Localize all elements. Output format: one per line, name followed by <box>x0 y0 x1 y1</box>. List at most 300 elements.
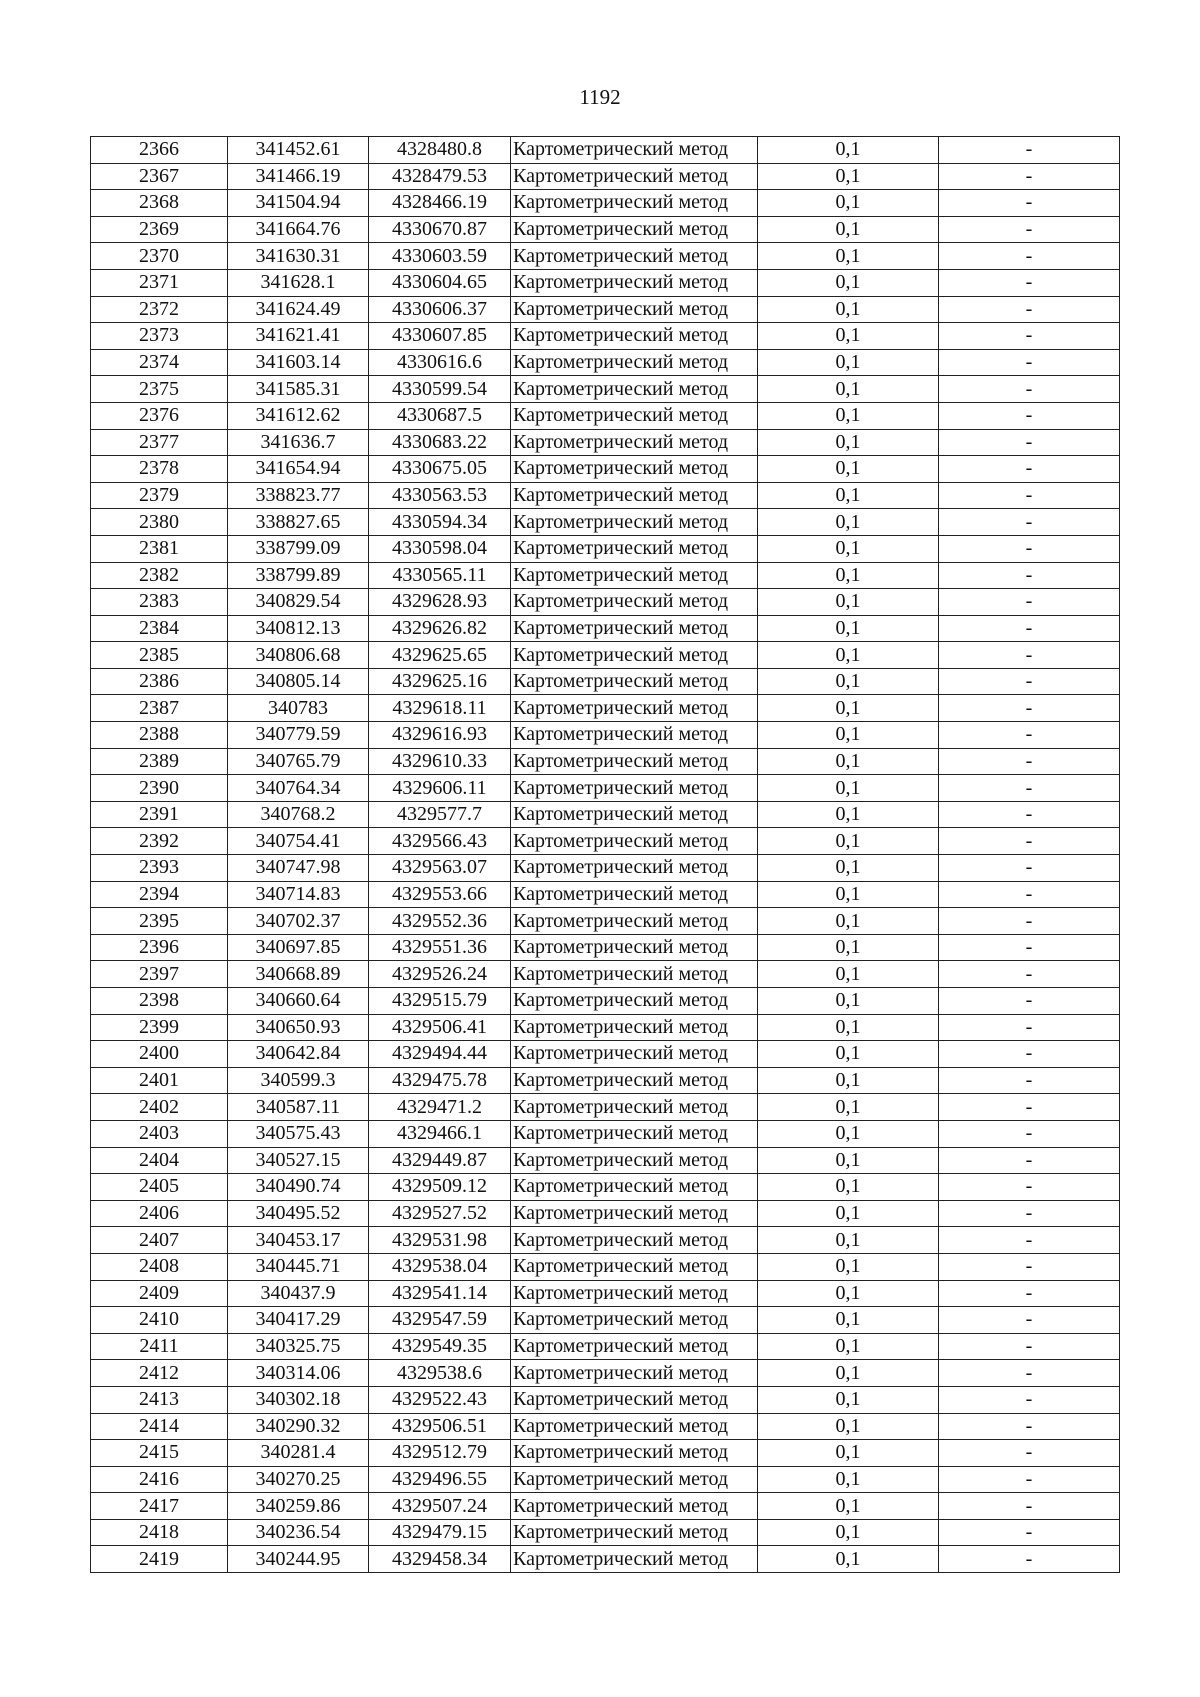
accuracy-cell: 0,1 <box>758 1333 939 1360</box>
table-row <box>91 1227 1120 1254</box>
x-coordinate-cell: 341624.49 <box>228 296 369 323</box>
accuracy-cell: 0,1 <box>758 1120 939 1147</box>
point-number-cell: 2418 <box>91 1519 228 1546</box>
table-row <box>91 1253 1120 1280</box>
y-coordinate-cell: 4329552.36 <box>369 908 511 935</box>
note-cell: - <box>939 243 1120 270</box>
point-number-cell: 2382 <box>91 562 228 589</box>
point-number-cell: 2413 <box>91 1386 228 1413</box>
note-cell: - <box>939 349 1120 376</box>
table-row <box>91 269 1120 296</box>
point-number-cell: 2402 <box>91 1094 228 1121</box>
method-cell: Картометрический метод <box>511 562 758 589</box>
point-number-cell: 2411 <box>91 1333 228 1360</box>
table-row <box>91 961 1120 988</box>
method-cell: Картометрический метод <box>511 775 758 802</box>
note-cell: - <box>939 801 1120 828</box>
x-coordinate-cell: 341504.94 <box>228 190 369 217</box>
y-coordinate-cell: 4329618.11 <box>369 695 511 722</box>
method-cell: Картометрический метод <box>511 1014 758 1041</box>
accuracy-cell: 0,1 <box>758 722 939 749</box>
table-row <box>91 1014 1120 1041</box>
accuracy-cell: 0,1 <box>758 402 939 429</box>
y-coordinate-cell: 4330603.59 <box>369 243 511 270</box>
method-cell: Картометрический метод <box>511 216 758 243</box>
x-coordinate-cell: 340437.9 <box>228 1280 369 1307</box>
point-number-cell: 2383 <box>91 589 228 616</box>
table-row <box>91 402 1120 429</box>
x-coordinate-cell: 338799.89 <box>228 562 369 589</box>
point-number-cell: 2416 <box>91 1466 228 1493</box>
accuracy-cell: 0,1 <box>758 1147 939 1174</box>
x-coordinate-cell: 341654.94 <box>228 456 369 483</box>
point-number-cell: 2379 <box>91 482 228 509</box>
method-cell: Картометрический метод <box>511 1386 758 1413</box>
note-cell: - <box>939 323 1120 350</box>
y-coordinate-cell: 4329522.43 <box>369 1386 511 1413</box>
table-row <box>91 1280 1120 1307</box>
accuracy-cell: 0,1 <box>758 1440 939 1467</box>
point-number-cell: 2388 <box>91 722 228 749</box>
accuracy-cell: 0,1 <box>758 934 939 961</box>
accuracy-cell: 0,1 <box>758 1014 939 1041</box>
page-number: 1192 <box>579 85 621 109</box>
note-cell: - <box>939 1227 1120 1254</box>
note-cell: - <box>939 961 1120 988</box>
point-number-cell: 2400 <box>91 1041 228 1068</box>
x-coordinate-cell: 340660.64 <box>228 988 369 1015</box>
note-cell: - <box>939 1360 1120 1387</box>
method-cell: Картометрический метод <box>511 243 758 270</box>
y-coordinate-cell: 4329509.12 <box>369 1174 511 1201</box>
y-coordinate-cell: 4329606.11 <box>369 775 511 802</box>
method-cell: Картометрический метод <box>511 482 758 509</box>
x-coordinate-cell: 340236.54 <box>228 1519 369 1546</box>
y-coordinate-cell: 4329526.24 <box>369 961 511 988</box>
note-cell: - <box>939 695 1120 722</box>
point-number-cell: 2378 <box>91 456 228 483</box>
point-number-cell: 2406 <box>91 1200 228 1227</box>
point-number-cell: 2401 <box>91 1067 228 1094</box>
x-coordinate-cell: 340290.32 <box>228 1413 369 1440</box>
y-coordinate-cell: 4330606.37 <box>369 296 511 323</box>
table-row <box>91 376 1120 403</box>
x-coordinate-cell: 340575.43 <box>228 1120 369 1147</box>
accuracy-cell: 0,1 <box>758 589 939 616</box>
point-number-cell: 2368 <box>91 190 228 217</box>
table-row <box>91 1307 1120 1334</box>
coordinates-table <box>90 136 1120 1573</box>
y-coordinate-cell: 4330563.53 <box>369 482 511 509</box>
y-coordinate-cell: 4330675.05 <box>369 456 511 483</box>
y-coordinate-cell: 4329466.1 <box>369 1120 511 1147</box>
y-coordinate-cell: 4329506.41 <box>369 1014 511 1041</box>
note-cell: - <box>939 748 1120 775</box>
point-number-cell: 2395 <box>91 908 228 935</box>
y-coordinate-cell: 4329458.34 <box>369 1546 511 1573</box>
method-cell: Картометрический метод <box>511 828 758 855</box>
accuracy-cell: 0,1 <box>758 376 939 403</box>
table-row <box>91 1546 1120 1573</box>
method-cell: Картометрический метод <box>511 1120 758 1147</box>
method-cell: Картометрический метод <box>511 1041 758 1068</box>
method-cell: Картометрический метод <box>511 908 758 935</box>
method-cell: Картометрический метод <box>511 190 758 217</box>
table-row <box>91 1041 1120 1068</box>
accuracy-cell: 0,1 <box>758 509 939 536</box>
method-cell: Картометрический метод <box>511 1413 758 1440</box>
accuracy-cell: 0,1 <box>758 269 939 296</box>
point-number-cell: 2415 <box>91 1440 228 1467</box>
table-row <box>91 163 1120 190</box>
point-number-cell: 2367 <box>91 163 228 190</box>
note-cell: - <box>939 722 1120 749</box>
point-number-cell: 2385 <box>91 642 228 669</box>
y-coordinate-cell: 4329471.2 <box>369 1094 511 1121</box>
point-number-cell: 2409 <box>91 1280 228 1307</box>
y-coordinate-cell: 4329479.15 <box>369 1519 511 1546</box>
accuracy-cell: 0,1 <box>758 190 939 217</box>
method-cell: Картометрический метод <box>511 668 758 695</box>
note-cell: - <box>939 296 1120 323</box>
y-coordinate-cell: 4329549.35 <box>369 1333 511 1360</box>
x-coordinate-cell: 340702.37 <box>228 908 369 935</box>
method-cell: Картометрический метод <box>511 1094 758 1121</box>
point-number-cell: 2370 <box>91 243 228 270</box>
accuracy-cell: 0,1 <box>758 1386 939 1413</box>
y-coordinate-cell: 4330683.22 <box>369 429 511 456</box>
table-row <box>91 881 1120 908</box>
accuracy-cell: 0,1 <box>758 881 939 908</box>
method-cell: Картометрический метод <box>511 961 758 988</box>
y-coordinate-cell: 4330598.04 <box>369 535 511 562</box>
note-cell: - <box>939 190 1120 217</box>
method-cell: Картометрический метод <box>511 456 758 483</box>
x-coordinate-cell: 340812.13 <box>228 615 369 642</box>
note-cell: - <box>939 881 1120 908</box>
x-coordinate-cell: 340453.17 <box>228 1227 369 1254</box>
table-row <box>91 296 1120 323</box>
note-cell: - <box>939 1546 1120 1573</box>
method-cell: Картометрический метод <box>511 988 758 1015</box>
note-cell: - <box>939 988 1120 1015</box>
x-coordinate-cell: 340527.15 <box>228 1147 369 1174</box>
method-cell: Картометрический метод <box>511 1546 758 1573</box>
table-row <box>91 988 1120 1015</box>
accuracy-cell: 0,1 <box>758 1253 939 1280</box>
method-cell: Картометрический метод <box>511 1174 758 1201</box>
accuracy-cell: 0,1 <box>758 801 939 828</box>
accuracy-cell: 0,1 <box>758 216 939 243</box>
table-row <box>91 216 1120 243</box>
note-cell: - <box>939 1067 1120 1094</box>
point-number-cell: 2371 <box>91 269 228 296</box>
table-row <box>91 748 1120 775</box>
x-coordinate-cell: 340445.71 <box>228 1253 369 1280</box>
x-coordinate-cell: 341466.19 <box>228 163 369 190</box>
point-number-cell: 2410 <box>91 1307 228 1334</box>
note-cell: - <box>939 269 1120 296</box>
y-coordinate-cell: 4329616.93 <box>369 722 511 749</box>
y-coordinate-cell: 4330616.6 <box>369 349 511 376</box>
method-cell: Картометрический метод <box>511 748 758 775</box>
x-coordinate-cell: 340650.93 <box>228 1014 369 1041</box>
y-coordinate-cell: 4329628.93 <box>369 589 511 616</box>
y-coordinate-cell: 4330565.11 <box>369 562 511 589</box>
point-number-cell: 2405 <box>91 1174 228 1201</box>
note-cell: - <box>939 137 1120 164</box>
x-coordinate-cell: 340259.86 <box>228 1493 369 1520</box>
note-cell: - <box>939 1440 1120 1467</box>
accuracy-cell: 0,1 <box>758 1307 939 1334</box>
accuracy-cell: 0,1 <box>758 296 939 323</box>
accuracy-cell: 0,1 <box>758 615 939 642</box>
y-coordinate-cell: 4329625.65 <box>369 642 511 669</box>
x-coordinate-cell: 340768.2 <box>228 801 369 828</box>
table-row <box>91 589 1120 616</box>
note-cell: - <box>939 535 1120 562</box>
accuracy-cell: 0,1 <box>758 908 939 935</box>
table-row <box>91 1386 1120 1413</box>
accuracy-cell: 0,1 <box>758 482 939 509</box>
accuracy-cell: 0,1 <box>758 1280 939 1307</box>
method-cell: Картометрический метод <box>511 1067 758 1094</box>
note-cell: - <box>939 934 1120 961</box>
x-coordinate-cell: 340806.68 <box>228 642 369 669</box>
x-coordinate-cell: 340764.34 <box>228 775 369 802</box>
x-coordinate-cell: 340714.83 <box>228 881 369 908</box>
x-coordinate-cell: 340495.52 <box>228 1200 369 1227</box>
method-cell: Картометрический метод <box>511 855 758 882</box>
x-coordinate-cell: 340642.84 <box>228 1041 369 1068</box>
method-cell: Картометрический метод <box>511 269 758 296</box>
accuracy-cell: 0,1 <box>758 243 939 270</box>
note-cell: - <box>939 1120 1120 1147</box>
table-row <box>91 908 1120 935</box>
method-cell: Картометрический метод <box>511 163 758 190</box>
table-row <box>91 323 1120 350</box>
accuracy-cell: 0,1 <box>758 323 939 350</box>
note-cell: - <box>939 615 1120 642</box>
accuracy-cell: 0,1 <box>758 1174 939 1201</box>
x-coordinate-cell: 340490.74 <box>228 1174 369 1201</box>
point-number-cell: 2366 <box>91 137 228 164</box>
y-coordinate-cell: 4329507.24 <box>369 1493 511 1520</box>
accuracy-cell: 0,1 <box>758 429 939 456</box>
point-number-cell: 2396 <box>91 934 228 961</box>
note-cell: - <box>939 1280 1120 1307</box>
note-cell: - <box>939 668 1120 695</box>
point-number-cell: 2377 <box>91 429 228 456</box>
point-number-cell: 2392 <box>91 828 228 855</box>
y-coordinate-cell: 4328466.19 <box>369 190 511 217</box>
y-coordinate-cell: 4330687.5 <box>369 402 511 429</box>
point-number-cell: 2399 <box>91 1014 228 1041</box>
table-row <box>91 1360 1120 1387</box>
point-number-cell: 2417 <box>91 1493 228 1520</box>
x-coordinate-cell: 341628.1 <box>228 269 369 296</box>
method-cell: Картометрический метод <box>511 722 758 749</box>
note-cell: - <box>939 642 1120 669</box>
accuracy-cell: 0,1 <box>758 1041 939 1068</box>
note-cell: - <box>939 908 1120 935</box>
note-cell: - <box>939 1466 1120 1493</box>
y-coordinate-cell: 4329531.98 <box>369 1227 511 1254</box>
table-row <box>91 668 1120 695</box>
x-coordinate-cell: 341664.76 <box>228 216 369 243</box>
point-number-cell: 2393 <box>91 855 228 882</box>
method-cell: Картометрический метод <box>511 695 758 722</box>
table-row <box>91 1147 1120 1174</box>
accuracy-cell: 0,1 <box>758 163 939 190</box>
x-coordinate-cell: 340302.18 <box>228 1386 369 1413</box>
table-row <box>91 1440 1120 1467</box>
method-cell: Картометрический метод <box>511 1280 758 1307</box>
point-number-cell: 2381 <box>91 535 228 562</box>
method-cell: Картометрический метод <box>511 1333 758 1360</box>
point-number-cell: 2376 <box>91 402 228 429</box>
y-coordinate-cell: 4329449.87 <box>369 1147 511 1174</box>
x-coordinate-cell: 338799.09 <box>228 535 369 562</box>
accuracy-cell: 0,1 <box>758 642 939 669</box>
y-coordinate-cell: 4328480.8 <box>369 137 511 164</box>
accuracy-cell: 0,1 <box>758 562 939 589</box>
y-coordinate-cell: 4329577.7 <box>369 801 511 828</box>
y-coordinate-cell: 4330607.85 <box>369 323 511 350</box>
method-cell: Картометрический метод <box>511 402 758 429</box>
method-cell: Картометрический метод <box>511 642 758 669</box>
point-number-cell: 2369 <box>91 216 228 243</box>
table-row <box>91 695 1120 722</box>
method-cell: Картометрический метод <box>511 881 758 908</box>
y-coordinate-cell: 4329494.44 <box>369 1041 511 1068</box>
note-cell: - <box>939 1200 1120 1227</box>
table-row <box>91 1067 1120 1094</box>
y-coordinate-cell: 4329538.6 <box>369 1360 511 1387</box>
accuracy-cell: 0,1 <box>758 349 939 376</box>
method-cell: Картометрический метод <box>511 1493 758 1520</box>
note-cell: - <box>939 828 1120 855</box>
x-coordinate-cell: 341636.7 <box>228 429 369 456</box>
y-coordinate-cell: 4329527.52 <box>369 1200 511 1227</box>
point-number-cell: 2389 <box>91 748 228 775</box>
table-row <box>91 1466 1120 1493</box>
accuracy-cell: 0,1 <box>758 828 939 855</box>
table-row <box>91 1174 1120 1201</box>
x-coordinate-cell: 341612.62 <box>228 402 369 429</box>
point-number-cell: 2384 <box>91 615 228 642</box>
accuracy-cell: 0,1 <box>758 855 939 882</box>
y-coordinate-cell: 4328479.53 <box>369 163 511 190</box>
note-cell: - <box>939 1253 1120 1280</box>
table-row <box>91 615 1120 642</box>
y-coordinate-cell: 4329496.55 <box>369 1466 511 1493</box>
table-row <box>91 801 1120 828</box>
point-number-cell: 2398 <box>91 988 228 1015</box>
x-coordinate-cell: 341603.14 <box>228 349 369 376</box>
method-cell: Картометрический метод <box>511 615 758 642</box>
point-number-cell: 2374 <box>91 349 228 376</box>
x-coordinate-cell: 340829.54 <box>228 589 369 616</box>
note-cell: - <box>939 1041 1120 1068</box>
x-coordinate-cell: 340281.4 <box>228 1440 369 1467</box>
table-row <box>91 1333 1120 1360</box>
x-coordinate-cell: 340668.89 <box>228 961 369 988</box>
accuracy-cell: 0,1 <box>758 456 939 483</box>
point-number-cell: 2391 <box>91 801 228 828</box>
table-row <box>91 828 1120 855</box>
table-row <box>91 1519 1120 1546</box>
note-cell: - <box>939 1307 1120 1334</box>
accuracy-cell: 0,1 <box>758 988 939 1015</box>
y-coordinate-cell: 4329547.59 <box>369 1307 511 1334</box>
note-cell: - <box>939 376 1120 403</box>
y-coordinate-cell: 4329515.79 <box>369 988 511 1015</box>
method-cell: Картометрический метод <box>511 801 758 828</box>
note-cell: - <box>939 775 1120 802</box>
point-number-cell: 2373 <box>91 323 228 350</box>
table-row <box>91 855 1120 882</box>
table-row <box>91 1120 1120 1147</box>
point-number-cell: 2419 <box>91 1546 228 1573</box>
table-row <box>91 562 1120 589</box>
y-coordinate-cell: 4330599.54 <box>369 376 511 403</box>
x-coordinate-cell: 340587.11 <box>228 1094 369 1121</box>
note-cell: - <box>939 1493 1120 1520</box>
table-row <box>91 1094 1120 1121</box>
note-cell: - <box>939 163 1120 190</box>
x-coordinate-cell: 340244.95 <box>228 1546 369 1573</box>
accuracy-cell: 0,1 <box>758 535 939 562</box>
table-row <box>91 243 1120 270</box>
method-cell: Картометрический метод <box>511 535 758 562</box>
method-cell: Картометрический метод <box>511 429 758 456</box>
accuracy-cell: 0,1 <box>758 1200 939 1227</box>
y-coordinate-cell: 4329551.36 <box>369 934 511 961</box>
method-cell: Картометрический метод <box>511 1466 758 1493</box>
y-coordinate-cell: 4329563.07 <box>369 855 511 882</box>
x-coordinate-cell: 340417.29 <box>228 1307 369 1334</box>
accuracy-cell: 0,1 <box>758 668 939 695</box>
table-row <box>91 775 1120 802</box>
method-cell: Картометрический метод <box>511 1227 758 1254</box>
note-cell: - <box>939 456 1120 483</box>
table-row <box>91 722 1120 749</box>
table-row <box>91 349 1120 376</box>
accuracy-cell: 0,1 <box>758 748 939 775</box>
x-coordinate-cell: 340747.98 <box>228 855 369 882</box>
method-cell: Картометрический метод <box>511 323 758 350</box>
note-cell: - <box>939 509 1120 536</box>
note-cell: - <box>939 1094 1120 1121</box>
x-coordinate-cell: 340779.59 <box>228 722 369 749</box>
accuracy-cell: 0,1 <box>758 775 939 802</box>
accuracy-cell: 0,1 <box>758 1546 939 1573</box>
y-coordinate-cell: 4329506.51 <box>369 1413 511 1440</box>
y-coordinate-cell: 4329512.79 <box>369 1440 511 1467</box>
method-cell: Картометрический метод <box>511 376 758 403</box>
x-coordinate-cell: 341452.61 <box>228 137 369 164</box>
table-row <box>91 456 1120 483</box>
method-cell: Картометрический метод <box>511 1440 758 1467</box>
point-number-cell: 2412 <box>91 1360 228 1387</box>
note-cell: - <box>939 562 1120 589</box>
point-number-cell: 2372 <box>91 296 228 323</box>
table-row <box>91 190 1120 217</box>
y-coordinate-cell: 4329541.14 <box>369 1280 511 1307</box>
accuracy-cell: 0,1 <box>758 1067 939 1094</box>
table-row <box>91 429 1120 456</box>
